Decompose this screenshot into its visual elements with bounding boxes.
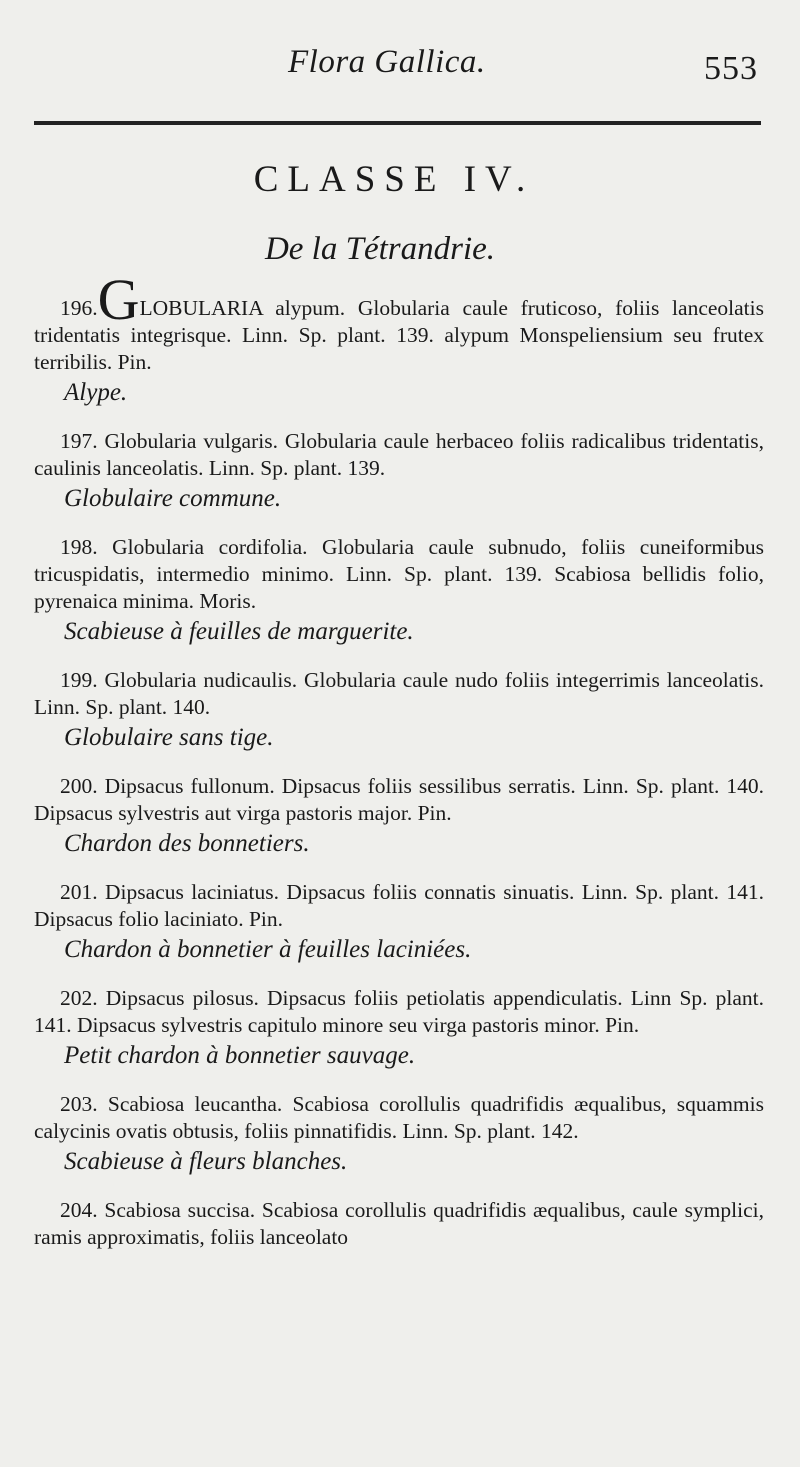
entry-203 <box>34 1091 764 1177</box>
entry-text: Scabiosa leucantha. Scabiosa corollulis quadrifidis æqualibus, squammis calycinis ovatis obtusis, foliis pinnatifidis. Linn. Sp. plant. 142. <box>34 1092 764 1143</box>
entry-text: Globularia cordifolia. Globularia caule subnudo, foliis cuneiformibus tricuspidatis, intermedio minimo. Linn. Sp. plant. 139. Scabiosa bellidis folio, pyrenaica minima. Moris. <box>34 535 764 613</box>
french-name: Alype. <box>64 379 128 406</box>
entry-text: LOBULARIA alypum. Globularia caule fruticoso, foliis lanceolatis tridentatis integrisque. Linn. Sp. plant. 139. alypum Monspeliensium seu frutex terribilis. Pin. <box>34 296 764 374</box>
entry-196 <box>34 267 764 408</box>
entries-list <box>34 267 765 1271</box>
entry-204 <box>34 1197 764 1251</box>
entry-200 <box>34 773 764 859</box>
class-title: CLASSE IV. <box>253 159 535 200</box>
entry-number: 201. <box>60 880 98 904</box>
entry-number: 197. <box>60 429 98 453</box>
entry-text: Globularia nudicaulis. Globularia caule nudo foliis integerrimis lanceolatis. Linn. Sp. plant. 140. <box>34 668 764 719</box>
entry-197 <box>34 428 764 514</box>
entry-number: 198. <box>60 535 98 559</box>
french-name: Globulaire commune. <box>64 485 282 512</box>
entry-201 <box>34 879 764 965</box>
entry-number: 204. <box>60 1198 98 1222</box>
section-title: De la Tétrandrie. <box>264 231 496 267</box>
french-name: Scabieuse à feuilles de marguerite. <box>64 618 414 645</box>
entry-text: Globularia vulgaris. Globularia caule herbaceo foliis radicalibus tridentatis, caulinis lanceolatis. Linn. Sp. plant. 139. <box>34 429 765 480</box>
entry-202 <box>34 985 764 1071</box>
french-name: Globulaire sans tige. <box>64 724 274 751</box>
entry-text: Dipsacus fullonum. Dipsacus foliis sessilibus serratis. Linn. Sp. plant. 140. Dipsacus sylvestris aut virga pastoris major. Pin. <box>34 774 764 825</box>
entry-198 <box>34 534 764 647</box>
page-number: 553 <box>704 50 758 87</box>
entry-number: 203. <box>60 1092 98 1116</box>
entry-text: Dipsacus laciniatus. Dipsacus foliis connatis sinuatis. Linn. Sp. plant. 141. Dipsacus folio laciniato. Pin. <box>34 880 765 931</box>
page-header <box>0 28 800 88</box>
drop-cap: G <box>97 267 140 332</box>
french-name: Petit chardon à bonnetier sauvage. <box>64 1042 416 1069</box>
entry-number: 200. <box>60 774 98 798</box>
entry-number: 196. <box>60 296 98 320</box>
entry-text: Dipsacus pilosus. Dipsacus foliis petiolatis appendiculatis. Linn Sp. plant. 141. Dipsacus sylvestris capitulo minore seu virga pastoris minor. Pin. <box>34 986 764 1037</box>
header-rule <box>34 121 761 125</box>
entry-number: 199. <box>60 668 98 692</box>
french-name: Scabieuse à fleurs blanches. <box>64 1148 348 1175</box>
entry-number: 202. <box>60 986 98 1010</box>
entry-199 <box>34 667 764 753</box>
entry-text: Scabiosa succisa. Scabiosa corollulis quadrifidis æqualibus, caule symplici, ramis approximatis, foliis lanceolato <box>34 1198 764 1249</box>
running-title: Flora Gallica. <box>288 44 486 80</box>
french-name: Chardon des bonnetiers. <box>64 830 310 857</box>
french-name: Chardon à bonnetier à feuilles laciniées. <box>64 936 472 963</box>
